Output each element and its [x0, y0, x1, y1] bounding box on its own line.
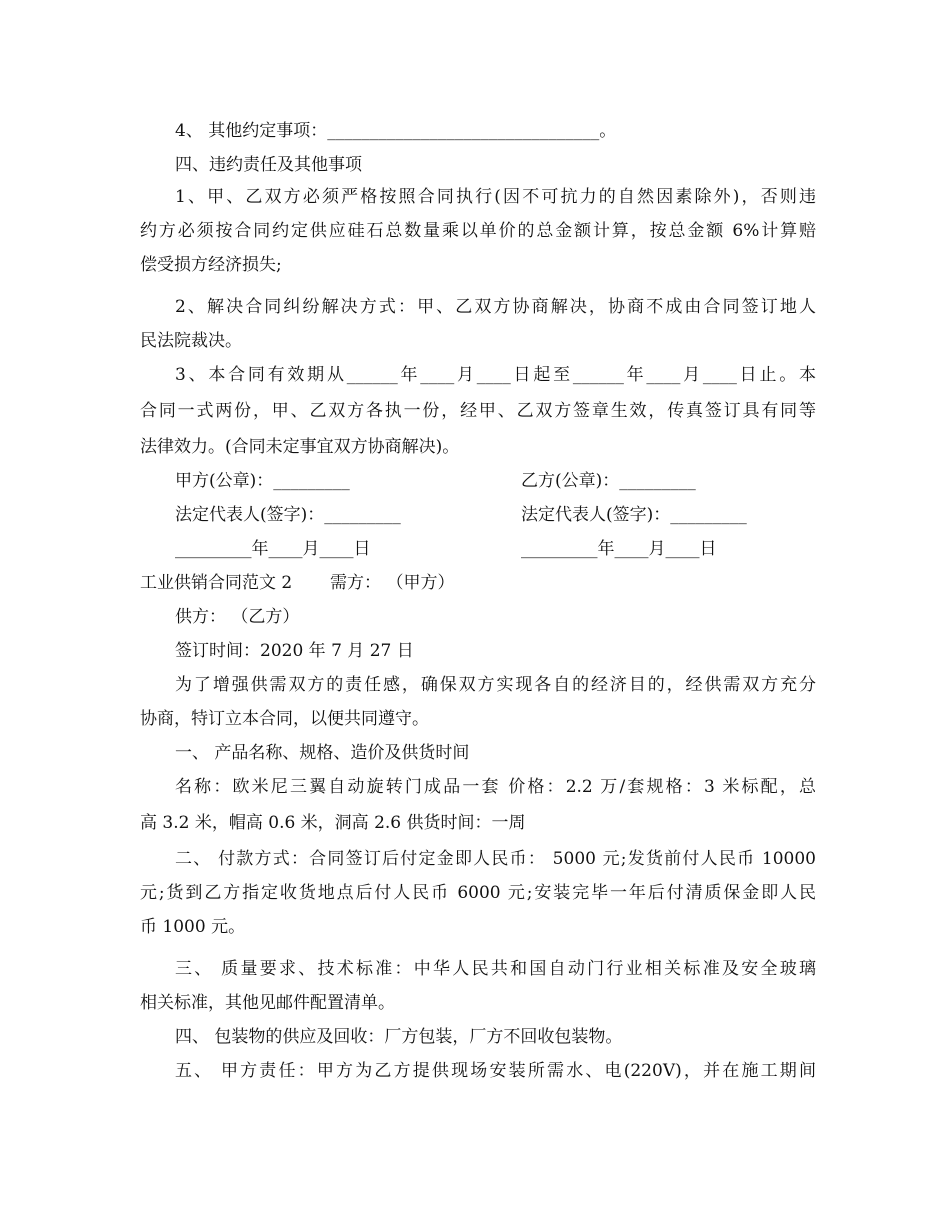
party-b-representative: 法定代表人(签字)：_________ — [521, 505, 747, 525]
text-line: 民法院裁决。 — [140, 331, 242, 351]
text-line: 名称：欧米尼三翼自动旋转门成品一套 价格：2.2 万/套规格：3 米标配，总 — [175, 777, 816, 797]
text-line: 3、本合同有效期从______年____月____日起至______年____月____日止。本 — [175, 365, 816, 385]
text-line: 五、 甲方责任：甲方为乙方提供现场安装所需水、电(220V)，并在施工期间 — [175, 1061, 816, 1081]
party-a-date: _________年____月____日 — [175, 539, 371, 559]
text-line: 签订时间：2020 年 7 月 27 日 — [175, 641, 414, 661]
text-line: 1、甲、乙双方必须严格按照合同执行(因不可抗力的自然因素除外)，否则违 — [175, 187, 816, 207]
text-line: 供方： （乙方） — [175, 607, 300, 627]
text-line: 高 3.2 米，帽高 0.6 米，洞高 2.6 供货时间：一周 — [140, 813, 526, 833]
document-title: 工业供销合同范文 2 需方： （甲方） — [140, 573, 455, 593]
text-line: 相关标准，其他见邮件配置清单。 — [140, 993, 395, 1013]
text-line: 三、 质量要求、技术标准：中华人民共和国自动门行业相关标准及安全玻璃 — [175, 959, 816, 979]
party-b-date: _________年____月____日 — [521, 539, 717, 559]
text-line: 偿受损方经济损失; — [140, 255, 282, 275]
section-heading: 四、违约责任及其他事项 — [175, 155, 362, 175]
text-line: 4、 其他约定事项：________________________________。 — [175, 121, 617, 141]
party-a-representative: 法定代表人(签字)：_________ — [175, 505, 401, 525]
text-line: 协商，特订立本合同，以便共同遵守。 — [140, 709, 429, 729]
text-line: 法律效力。(合同未定事宜双方协商解决)。 — [140, 437, 460, 457]
text-line: 合同一式两份，甲、乙双方各执一份，经甲、乙双方签章生效，传真签订具有同等 — [140, 401, 816, 421]
text-line: 四、 包装物的供应及回收：厂方包装，厂方不回收包装物。 — [175, 1027, 623, 1047]
party-a-seal: 甲方(公章)：_________ — [175, 471, 350, 491]
text-line: 二、 付款方式：合同签订后付定金即人民币： 5000 元;发货前付人民币 10000 — [175, 849, 816, 869]
text-line: 约方必须按合同约定供应硅石总数量乘以单价的总金额计算，按总金额 6%计算赔 — [140, 221, 816, 241]
text-line: 币 1000 元。 — [140, 917, 246, 937]
text-line: 元;货到乙方指定收货地点后付人民币 6000 元;安装完毕一年后付清质保金即人民 — [140, 883, 816, 903]
section-heading: 一、 产品名称、规格、造价及供货时间 — [175, 743, 470, 763]
party-b-seal: 乙方(公章)：_________ — [521, 471, 696, 491]
text-line: 为了增强供需双方的责任感，确保双方实现各自的经济目的，经供需双方充分 — [175, 675, 816, 695]
text-line: 2、解决合同纠纷解决方式：甲、乙双方协商解决，协商不成由合同签订地人 — [175, 297, 816, 317]
